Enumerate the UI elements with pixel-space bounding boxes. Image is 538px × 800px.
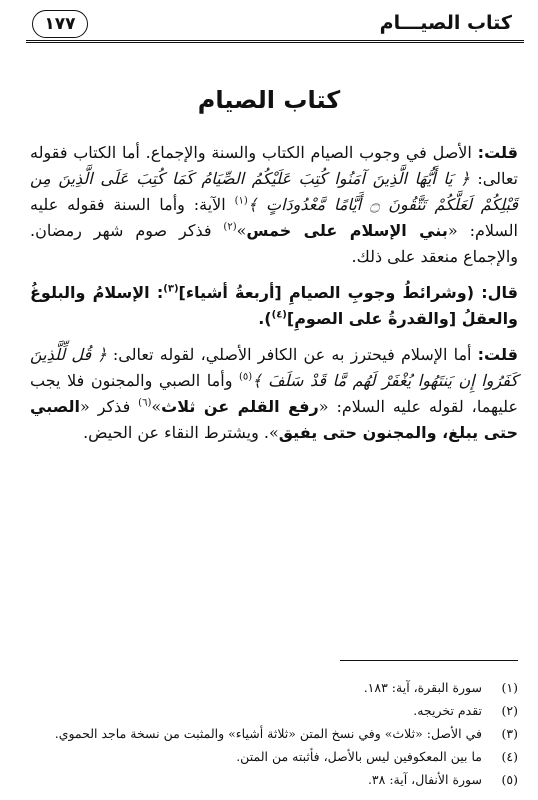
footnote-text: ما بين المعكوفين ليس بالأصل، فأثبته من المتن. bbox=[236, 749, 482, 764]
page-header bbox=[26, 4, 524, 44]
footnote-divider bbox=[340, 660, 518, 661]
footnote-item bbox=[30, 768, 518, 791]
footnote-item bbox=[30, 722, 518, 745]
footnote-ref: (١) bbox=[234, 195, 248, 207]
footnote-text: سورة الأنفال، آية: ٣٨. bbox=[367, 772, 482, 787]
paragraph-1 bbox=[30, 140, 518, 270]
page-number-badge: ١٧٧ bbox=[32, 10, 88, 38]
body-text bbox=[30, 140, 518, 456]
hadith-text: الصبي حتى يبلغ، والمجنون حتى يفيق bbox=[30, 397, 518, 442]
footnote-text: في الأصل: «ثلاث» وفي نسخ المتن «ثلاثة أشياء» والمثبت من نسخة ماجد الحموي. bbox=[54, 726, 482, 741]
text-span: الأصل في وجوب الصيام الكتاب والسنة والإجماع. أما الكتاب فقوله تعالى: bbox=[30, 143, 519, 188]
footnote-ref: (٢) bbox=[223, 221, 237, 233]
paragraph-2 bbox=[30, 280, 518, 332]
footnote-text: تقدم تخريجه. bbox=[413, 703, 482, 718]
matn-text: ). bbox=[258, 309, 272, 328]
footnote-number: (٢) bbox=[501, 703, 518, 718]
paragraph-3 bbox=[30, 342, 518, 446]
text-span: الآية: وأما السنة فقوله عليه السلام: « bbox=[30, 195, 519, 240]
text-span: » bbox=[151, 397, 162, 416]
header-divider bbox=[26, 40, 524, 43]
footnote-ref: (٤) bbox=[271, 309, 287, 321]
text-span: فذكر صوم شهر رمضان. والإجماع منعقد على ذلك. bbox=[30, 221, 518, 266]
footnote-text: سورة البقرة، آية: ١٨٣. bbox=[363, 680, 482, 695]
quran-verse: ﴿ قُل لِّلَّذِينَ كَفَرُوا إِن يَنتَهُوا يُغْفَرْ لَهُم مَّا قَدْ سَلَفَ ﴾ bbox=[30, 345, 518, 390]
chapter-title: كتاب الصيام bbox=[197, 86, 341, 114]
footnote-ref: (٣) bbox=[163, 283, 179, 295]
footnotes-list bbox=[30, 676, 518, 791]
text-span: ». ويشترط النقاء عن الحيض. bbox=[83, 423, 279, 442]
quran-verse: ﴿ يَا أَيُّهَا الَّذِينَ آمَنُوا كُتِبَ عَلَيْكُمُ الصِّيَامُ كَمَا كُتِبَ عَلَى الَّذِينَ مِن قَبْلِكُمْ لَعَلَّكُمْ تَتَّقُونَ ۝ أَيَّامًا مَّعْدُودَاتٍ ﴾ bbox=[30, 169, 519, 214]
footnote-number: (٣) bbox=[501, 726, 518, 741]
hadith-text: بني الإسلام على خمس bbox=[246, 221, 448, 240]
footnote-item bbox=[30, 699, 518, 722]
text-span: » bbox=[236, 221, 247, 240]
text-span: وأما الصبي والمجنون فلا يجب عليهما، لقوله عليه السلام: « bbox=[30, 371, 519, 416]
footnote-number: (٤) bbox=[501, 749, 518, 764]
footnote-number: (٥) bbox=[501, 772, 518, 787]
hadith-text: رفع القلم عن ثلاث bbox=[161, 397, 319, 416]
text-span: فذكر « bbox=[79, 397, 139, 416]
lead-word: قلت: bbox=[477, 345, 518, 364]
lead-word: قلت: bbox=[477, 143, 519, 162]
text-span: أما الإسلام فيحترز به عن الكافر الأصلي، لقوله تعالى: bbox=[106, 345, 478, 364]
footnote-item bbox=[30, 745, 518, 768]
footnote-ref: (٥) bbox=[239, 371, 253, 383]
footnote-ref: (٦) bbox=[138, 397, 152, 409]
footnote-number: (١) bbox=[501, 680, 518, 695]
matn-text: : الإسلامُ والبلوغُ والعقلُ [والقدرةُ على الصومِ] bbox=[30, 283, 518, 328]
matn-text: قال: (وشرائطُ وجوبِ الصيامِ [أربعةُ أشياء] bbox=[178, 283, 519, 302]
footnote-item bbox=[30, 676, 518, 699]
running-title: كتاب الصيـــام bbox=[379, 12, 512, 34]
